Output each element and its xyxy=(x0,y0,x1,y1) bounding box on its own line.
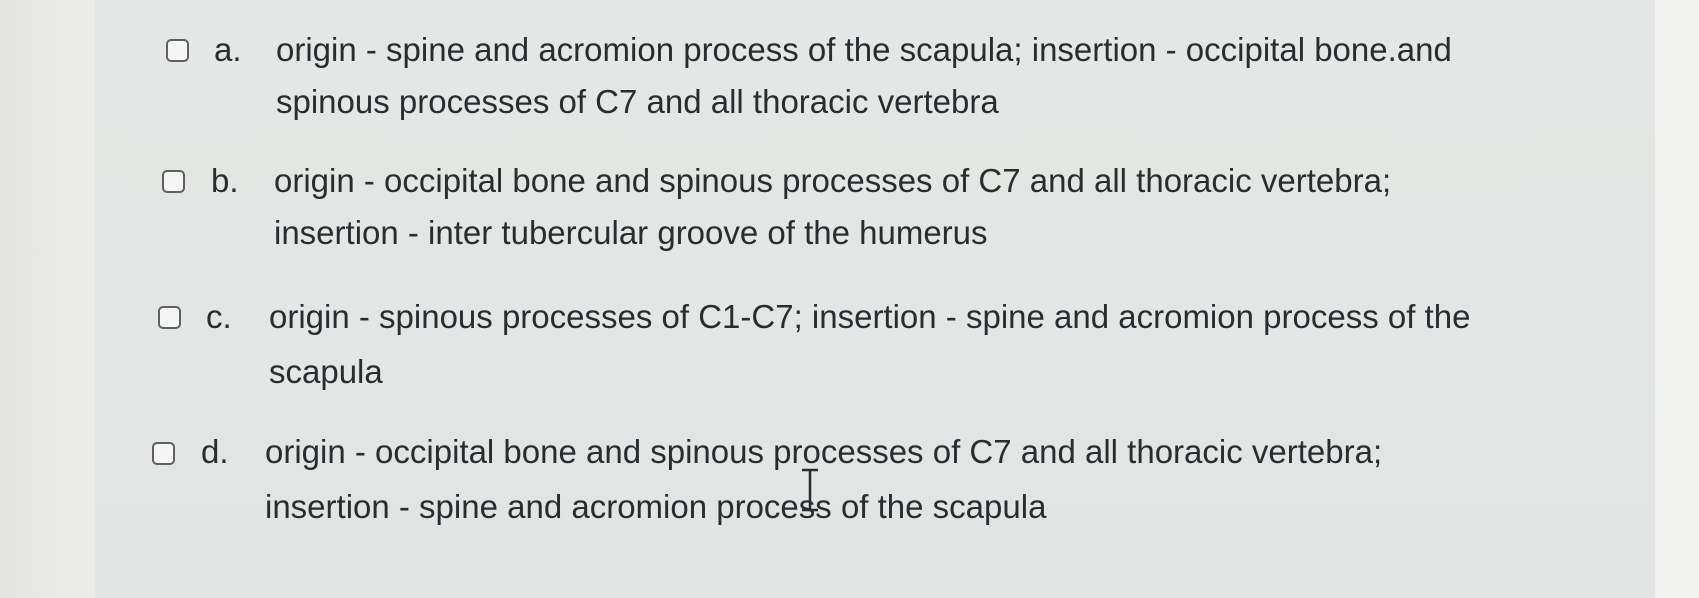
option-d-line-1: origin - occipital bone and spinous processes of C7 and all thoracic vertebra; xyxy=(265,433,1383,470)
text-cursor-icon xyxy=(799,468,821,512)
option-c-line-2: scapula xyxy=(269,353,383,390)
option-d-checkbox[interactable] xyxy=(152,442,175,465)
option-c-checkbox[interactable] xyxy=(158,306,181,329)
option-c-letter: c. xyxy=(206,298,232,335)
option-a-checkbox[interactable] xyxy=(166,39,189,62)
option-d-line-2: insertion - spine and acromion process of the scapula xyxy=(265,488,1047,525)
option-b-checkbox[interactable] xyxy=(162,170,185,193)
option-a-letter: a. xyxy=(214,31,242,68)
option-d-letter: d. xyxy=(201,433,229,470)
option-c-line-1: origin - spinous processes of C1-C7; insertion - spine and acromion process of the xyxy=(269,298,1471,335)
option-b-letter: b. xyxy=(211,162,239,199)
screen-bezel xyxy=(1655,0,1699,598)
option-b-line-1: origin - occipital bone and spinous processes of C7 and all thoracic vertebra; xyxy=(274,162,1392,199)
option-a-line-1: origin - spine and acromion process of the scapula; insertion - occipital bone.and xyxy=(276,31,1452,68)
option-b-line-2: insertion - inter tubercular groove of the humerus xyxy=(274,214,988,251)
option-a-line-2: spinous processes of C7 and all thoracic vertebra xyxy=(276,83,999,120)
